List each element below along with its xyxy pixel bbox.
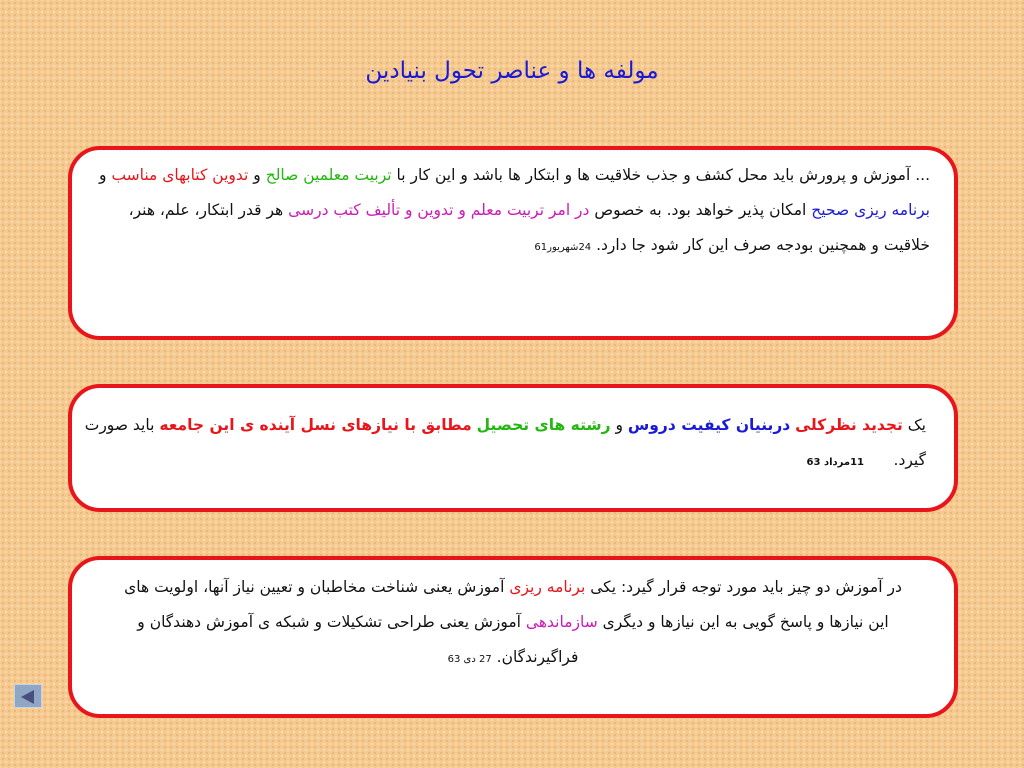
quote-box-1	[68, 146, 958, 340]
highlight-fields-of-study: رشته های تحصیل	[476, 416, 611, 434]
quote-text: باید صورت گیرد.	[84, 416, 926, 469]
highlight-textbooks: تدوین کتابهای مناسب	[111, 166, 249, 184]
highlight-planning: برنامه ریزی صحیح	[811, 201, 930, 219]
highlight-course-quality: دربنیان کیفیت دروس	[627, 416, 791, 434]
highlight-future-needs: مطابق با نیازهای نسل آینده ی این جامعه	[159, 416, 472, 434]
quote-text: یک	[902, 416, 926, 434]
quote-text: ... آموزش و پرورش باید محل کشف و جذب خلاقیت ها و ابتکار ها باشد و این کار با	[391, 166, 930, 184]
quote-date: 27 دی 63	[447, 654, 492, 665]
slide-title: مولفه ها و عناصر تحول بنیادین	[365, 58, 659, 84]
quote-text: و	[610, 416, 628, 434]
quote-text: هر قدر ابتکار، علم، هنر، خلاقیت و همچنین بودجه صرف این کار شود جا دارد.	[128, 201, 930, 254]
quote-text: آموزش یعنی شناخت مخاطبان و تعیین نیاز آنها، اولویت های این نیازها و پاسخ گویی به این نیازها و دیگری	[124, 578, 889, 631]
highlight-organization: سازماندهی	[525, 613, 598, 631]
previous-slide-button[interactable]	[14, 684, 42, 708]
quote-date: 24شهریور61	[534, 242, 592, 253]
quote-box-2	[68, 384, 958, 512]
quote-text: در آموزش دو چیز باید مورد توجه قرار گیرد: یکی	[585, 578, 902, 596]
previous-arrow-icon	[21, 690, 34, 704]
quote-text: و	[248, 166, 266, 184]
quote-box-3	[68, 556, 958, 718]
quote-text: امکان پذیر خواهد بود. به خصوص	[589, 201, 812, 219]
quote-text: آموزش یعنی طراحی تشکیلات و شبکه ی آموزش دهندگان و فراگیرندگان.	[137, 613, 579, 666]
quote-date: 11مرداد 63	[806, 457, 864, 468]
quote-text: و	[99, 166, 112, 184]
highlight-teacher-training: تربیت معلمین صالح	[265, 166, 392, 184]
highlight-planning: برنامه ریزی	[509, 578, 586, 596]
highlight-teacher-and-books: در امر تربیت معلم و تدوین و تألیف کتب درسی	[288, 201, 590, 219]
highlight-revision: تجدید نظرکلی	[795, 416, 903, 434]
